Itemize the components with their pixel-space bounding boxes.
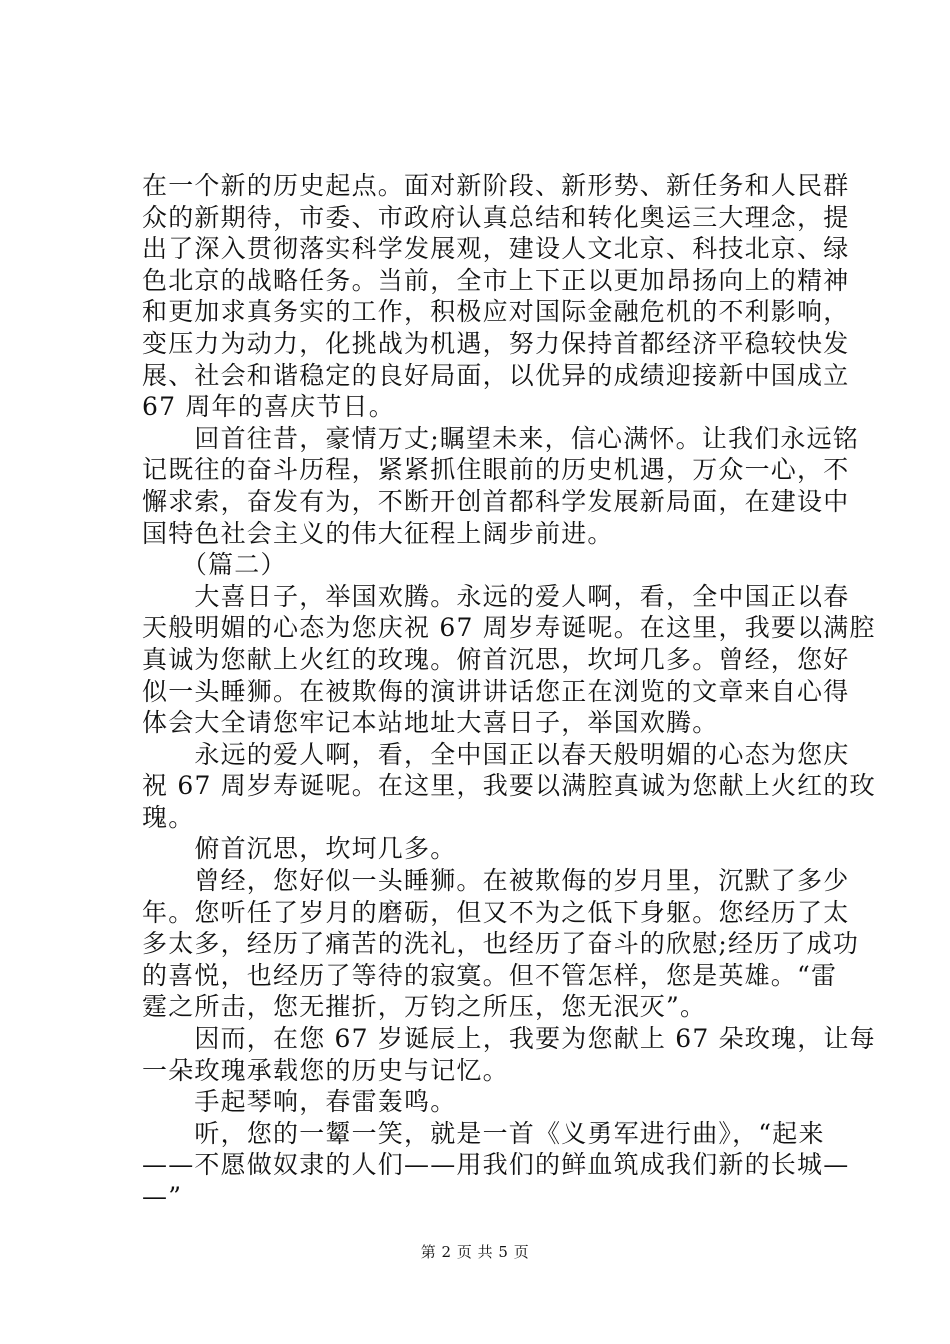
text-line: 出了深入贯彻落实科学发展观，建设人文北京、科技北京、绿 [142,234,850,264]
text-line: 在一个新的历史起点。面对新阶段、新形势、新任务和人民群 [142,171,850,200]
text-line: 祝 67 周岁寿诞呢。在这里，我要以满腔真诚为您献上火红的玫 [142,771,876,801]
text-line: 俯首沉思，坎坷几多。 [142,834,457,864]
text-line: （篇二） [142,550,287,580]
text-line: 记既往的奋斗历程，紧紧抓住眼前的历史机遇，万众一心，不 [142,455,850,485]
text-line: 回首往昔，豪情万丈;瞩望未来，信心满怀。让我们永远铭 [142,423,860,453]
text-line: 手起琴响，春雷轰鸣。 [142,1087,457,1117]
text-line: —” [142,1182,183,1211]
text-line: 和更加求真务实的工作，积极应对国际金融危机的不利影响， [142,297,850,327]
text-line: 展、社会和谐稳定的良好局面，以优异的成绩迎接新中国成立 [142,360,850,390]
text-line: 因而，在您 67 岁诞辰上，我要为您献上 67 朵玫瑰，让每 [142,1024,876,1054]
text-line: 天般明媚的心态为您庆祝 67 周岁寿诞呢。在这里，我要以满腔 [142,613,876,643]
text-line: 多太多，经历了痛苦的洗礼，也经历了奋斗的欣慰;经历了成功 [142,929,860,959]
document-body [142,170,876,1213]
text-line: 永远的爱人啊，看，全中国正以春天般明媚的心态为您庆 [142,739,850,769]
text-line: 瑰。 [142,802,195,832]
text-line: 一朵玫瑰承载您的历史与记忆。 [142,1055,509,1085]
page-footer: 第 2 页 共 5 页 [420,1243,530,1261]
text-line: 体会大全请您牢记本站地址大喜日子，举国欢腾。 [142,708,719,738]
text-line: 懈求索，奋发有为，不断开创首都科学发展新局面，在建设中 [142,486,850,516]
text-line: 众的新期待，市委、市政府认真总结和转化奥运三大理念，提 [142,202,850,232]
text-line: 色北京的战略任务。当前，全市上下正以更加昂扬向上的精神 [142,265,850,295]
text-line: 霆之所击，您无摧折，万钧之所压，您无泯灭”。 [142,992,707,1022]
text-line: 年。您听任了岁月的磨砺，但又不为之低下身躯。您经历了太 [142,897,850,927]
text-line: 听，您的一颦一笑，就是一首《义勇军进行曲》，“起来 [142,1118,825,1148]
text-line: 变压力为动力，化挑战为机遇，努力保持首都经济平稳较快发 [142,328,850,358]
text-line: 的喜悦，也经历了等待的寂寞。但不管怎样，您是英雄。“雷 [142,960,838,990]
text-line: 真诚为您献上火红的玫瑰。俯首沉思，坎坷几多。曾经，您好 [142,644,850,674]
text-line: 大喜日子，举国欢腾。永远的爱人啊，看，全中国正以春 [142,581,850,611]
text-line: 国特色社会主义的伟大征程上阔步前进。 [142,518,614,548]
text-line: 似一头睡狮。在被欺侮的演讲讲话您正在浏览的文章来自心得 [142,676,850,706]
text-line: ——不愿做奴隶的人们——用我们的鲜血筑成我们新的长城— [142,1150,850,1180]
text-line: 67 周年的喜庆节日。 [142,392,395,422]
text-line: 曾经，您好似一头睡狮。在被欺侮的岁月里，沉默了多少 [142,866,850,896]
